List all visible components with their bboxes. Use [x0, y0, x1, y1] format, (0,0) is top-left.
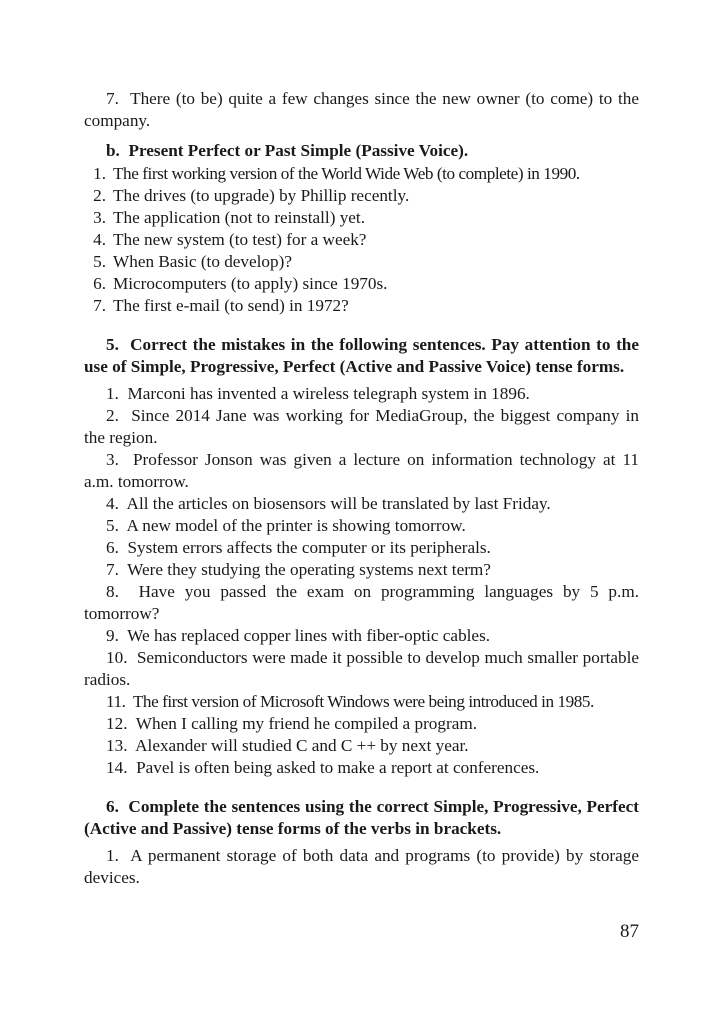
item-number: 1.	[93, 164, 106, 183]
list-item	[84, 207, 639, 229]
item-text: The drives (to upgrade) by Phillip recently.	[113, 186, 410, 205]
exercise-5-item-1: 1. Marconi has invented a wireless telegraph system in 1896.	[106, 384, 530, 403]
item-text: The first e-mail (to send) in 1972?	[113, 296, 349, 315]
list-item	[84, 273, 639, 295]
section-b-heading: b. Present Perfect or Past Simple (Passive Voice).	[106, 141, 469, 160]
list-item	[84, 163, 639, 185]
item-text: The application (not to reinstall) yet.	[113, 208, 366, 227]
item-text: When Basic (to develop)?	[113, 252, 292, 271]
list-item	[84, 185, 639, 207]
exercise-5-item-6: 6. System errors affects the computer or its peripherals.	[106, 538, 491, 557]
section-b-list	[84, 163, 639, 317]
exercise-6-item-1: 1. A permanent storage of both data and programs (to provide) by storage devices.	[84, 846, 639, 887]
exercise-5-item-9: 9. We has replaced copper lines with fiber-optic cables.	[106, 626, 491, 645]
exercise-5-item-14: 14. Pavel is often being asked to make a report at conferences.	[106, 758, 540, 777]
item-number: 6.	[93, 274, 106, 293]
list-item	[84, 229, 639, 251]
exercise-5-item-7: 7. Were they studying the operating systems next term?	[106, 560, 491, 579]
exercise-5-item-2: 2. Since 2014 Jane was working for MediaGroup, the biggest company in the region.	[84, 406, 639, 447]
exercise-5-item-10: 10. Semiconductors were made it possible to develop much smaller portable radios.	[84, 648, 639, 689]
exercise-5-item-13: 13. Alexander will studied C and C ++ by next year.	[106, 736, 469, 755]
list-item	[84, 295, 639, 317]
list-item	[84, 251, 639, 273]
exercise-6-heading: 6. Complete the sentences using the correct Simple, Progressive, Perfect (Active and Passive) tense forms of the verbs in brackets.	[84, 797, 639, 838]
page-content	[84, 88, 639, 889]
item-number: 3.	[93, 208, 106, 227]
exercise-5-heading: 5. Correct the mistakes in the following sentences. Pay attention to the use of Simple, Progressive, Perfect (Active and Passive Voice) tense forms.	[84, 335, 639, 376]
exercise-5-item-5: 5. A new model of the printer is showing tomorrow.	[106, 516, 466, 535]
item-text: Microcomputers (to apply) since 1970s.	[113, 274, 388, 293]
section-a-item-7: 7. There (to be) quite a few changes since the new owner (to come) to the company.	[84, 89, 639, 130]
item-number: 5.	[93, 252, 106, 271]
item-number: 2.	[93, 186, 106, 205]
item-text: The first working version of the World Wide Web (to complete) in 1990.	[113, 164, 580, 183]
exercise-5-item-12: 12. When I calling my friend he compiled a program.	[106, 714, 478, 733]
exercise-5-item-3: 3. Professor Jonson was given a lecture on information technology at 11 a.m. tomorrow.	[84, 450, 639, 491]
item-number: 4.	[93, 230, 106, 249]
exercise-5-item-4: 4. All the articles on biosensors will be translated by last Friday.	[106, 494, 551, 513]
exercise-5-item-8: 8. Have you passed the exam on programming languages by 5 p.m. tomorrow?	[84, 582, 639, 623]
exercise-5-item-11: 11. The first version of Microsoft Windows were being introduced in 1985.	[106, 692, 594, 711]
page-number: 87	[620, 921, 639, 942]
item-number: 7.	[93, 296, 106, 315]
item-text: The new system (to test) for a week?	[113, 230, 367, 249]
